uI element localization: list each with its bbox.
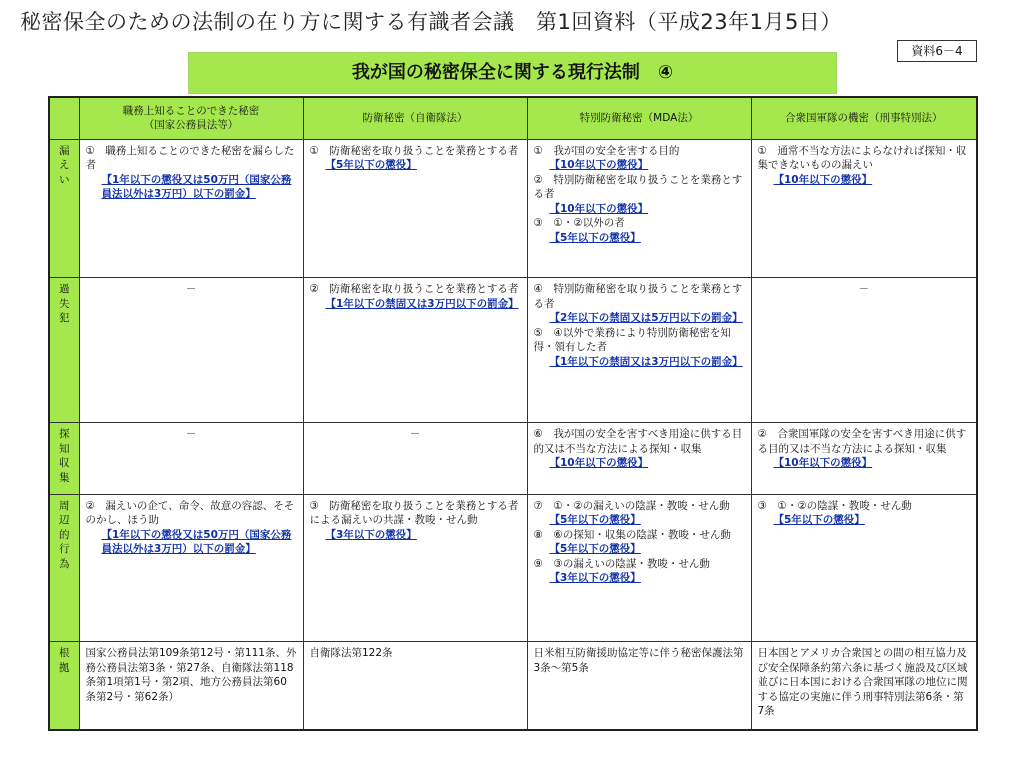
row-header-label: 漏 え い: [59, 144, 70, 186]
table-cell: [303, 494, 527, 641]
table-cell: [751, 494, 977, 641]
offense-description: ⑤ ④以外で業務により特別防衛秘密を知得・領有した者: [533, 326, 731, 354]
penalty-text: 【1年以下の懲役又は50万円（国家公務員法以外は3万円）以下の罰金】: [101, 528, 292, 556]
offense-description: ① 職務上知ることのできた秘密を漏らした者: [85, 144, 295, 171]
column-header-label: 防衛秘密（自衛隊法）: [362, 112, 468, 124]
table-cell: [527, 278, 751, 423]
corner-cell: [49, 97, 79, 139]
table-row: [49, 494, 977, 641]
penalty-text: 【1年以下の禁固又は3万円以下の罰金】: [549, 355, 743, 368]
penalty-text: 【1年以下の禁固又は3万円以下の罰金】: [325, 297, 519, 310]
penalty-text: 【5年以下の懲役】: [773, 514, 865, 527]
column-header: [751, 97, 977, 139]
offense-description: ⑧ ⑥の探知・収集の陰謀・教唆・せん動: [533, 528, 731, 541]
penalty-text: 【10年以下の懲役】: [773, 457, 873, 470]
row-header-label: 探 知 収 集: [59, 428, 70, 484]
table-cell: [527, 139, 751, 278]
offense-description: ③ 防衛秘密を取り扱うことを業務とする者による漏えいの共謀・教唆・せん動: [309, 499, 519, 527]
basis-cell: 自衛隊法第122条: [303, 642, 527, 730]
offense-description: ⑥ 我が国の安全を害すべき用途に供する目的又は不当な方法による探知・収集: [533, 428, 743, 455]
penalty-text: 【5年以下の懲役】: [549, 231, 641, 244]
law-comparison-table: [48, 96, 978, 731]
row-header: [49, 642, 79, 730]
column-header: [79, 97, 303, 139]
basis-cell: 日本国とアメリカ合衆国との間の相互協力及び安全保障条約第六条に基づく施設及び区域並びに日本国における合衆国軍隊の地位に関する協定の実施に伴う刑事特別法第6条・第7条: [751, 642, 977, 730]
table-cell: [79, 278, 303, 423]
offense-description: ⑨ ③の漏えいの陰謀・教唆・せん動: [533, 557, 710, 570]
table-header-row: [49, 97, 977, 139]
table-cell: [751, 139, 977, 278]
slide-title: 我が国の秘密保全に関する現行法制 ④: [188, 52, 837, 94]
penalty-text: 【5年以下の懲役】: [549, 514, 641, 527]
table-cell: [79, 139, 303, 278]
table-cell: [79, 494, 303, 641]
penalty-text: 【10年以下の懲役】: [549, 457, 649, 470]
column-header: [527, 97, 751, 139]
table-cell: [303, 278, 527, 423]
basis-cell: 国家公務員法第109条第12号・第111条、外務公務員法第3条・第27条、自衛隊法第118条第1項第1号・第2項、地方公務員法第60条第2号・第62条）: [79, 642, 303, 730]
row-header-label: 周 辺 的 行 為: [59, 499, 70, 570]
not-applicable-dash: －: [409, 428, 421, 441]
not-applicable-dash: －: [858, 283, 869, 296]
column-header-label: 職務上知ることのできた秘密 （国家公務員法等）: [122, 104, 260, 132]
penalty-text: 【1年以下の懲役又は50万円（国家公務員法以外は3万円）以下の罰金】: [101, 173, 292, 200]
row-header: [49, 423, 79, 495]
document-number-box: 資料6－4: [897, 40, 977, 62]
table-row: [49, 642, 977, 730]
row-header: [49, 139, 79, 278]
document-title: 秘密保全のための法制の在り方に関する有識者会議 第1回資料（平成23年1月5日）: [20, 10, 842, 34]
offense-description: ② 防衛秘密を取り扱うことを業務とする者: [309, 283, 519, 296]
basis-cell: 日米相互防衛援助協定等に伴う秘密保護法第3条～第5条: [527, 642, 751, 730]
table-cell: [527, 494, 751, 641]
offense-description: ② 特別防衛秘密を取り扱うことを業務とする者: [533, 173, 743, 200]
table-cell: [303, 139, 527, 278]
offense-description: ② 漏えいの企て、命令、故意の容認、そそのかし、ほう助: [85, 499, 295, 527]
penalty-text: 【3年以下の懲役】: [325, 528, 417, 541]
penalty-text: 【5年以下の懲役】: [549, 543, 641, 556]
offense-description: ⑦ ①・②の漏えいの陰謀・教唆・せん動: [533, 499, 730, 512]
table-cell: [751, 423, 977, 495]
row-header: [49, 278, 79, 423]
row-header: [49, 494, 79, 641]
offense-description: ④ 特別防衛秘密を取り扱うことを業務とする者: [533, 283, 743, 310]
table-cell: [79, 423, 303, 495]
row-header-label: 根 拠: [59, 647, 70, 674]
column-header-label: 特別防衛秘密（MDA法）: [579, 112, 699, 124]
penalty-text: 【5年以下の懲役】: [325, 159, 417, 171]
penalty-text: 【10年以下の懲役】: [549, 159, 649, 171]
table-row: [49, 423, 977, 495]
offense-description: ② 合衆国軍隊の安全を害すべき用途に供する目的又は不当な方法による探知・収集: [757, 428, 967, 455]
not-applicable-dash: －: [185, 283, 197, 296]
offense-description: ③ ①・②以外の者: [533, 217, 625, 229]
offense-description: ① 我が国の安全を害する目的: [533, 144, 680, 157]
penalty-text: 【10年以下の懲役】: [549, 202, 649, 215]
table-row: [49, 278, 977, 423]
offense-description: ① 通常不当な方法によらなければ探知・収集できないものの漏えい: [757, 144, 967, 171]
table-row: [49, 139, 977, 278]
not-applicable-dash: －: [185, 428, 197, 441]
column-header: [303, 97, 527, 139]
offense-description: ③ ①・②の陰謀・教唆・せん動: [757, 499, 912, 512]
row-header-label: 過 失 犯: [59, 283, 70, 325]
column-header-label: 合衆国軍隊の機密（刑事特別法）: [785, 112, 943, 124]
offense-description: ① 防衛秘密を取り扱うことを業務とする者: [309, 144, 519, 157]
table-cell: [303, 423, 527, 495]
penalty-text: 【3年以下の懲役】: [549, 572, 641, 585]
table-cell: [751, 278, 977, 423]
penalty-text: 【2年以下の禁固又は5万円以下の罰金】: [549, 312, 743, 325]
table-cell: [527, 423, 751, 495]
penalty-text: 【10年以下の懲役】: [773, 173, 873, 186]
